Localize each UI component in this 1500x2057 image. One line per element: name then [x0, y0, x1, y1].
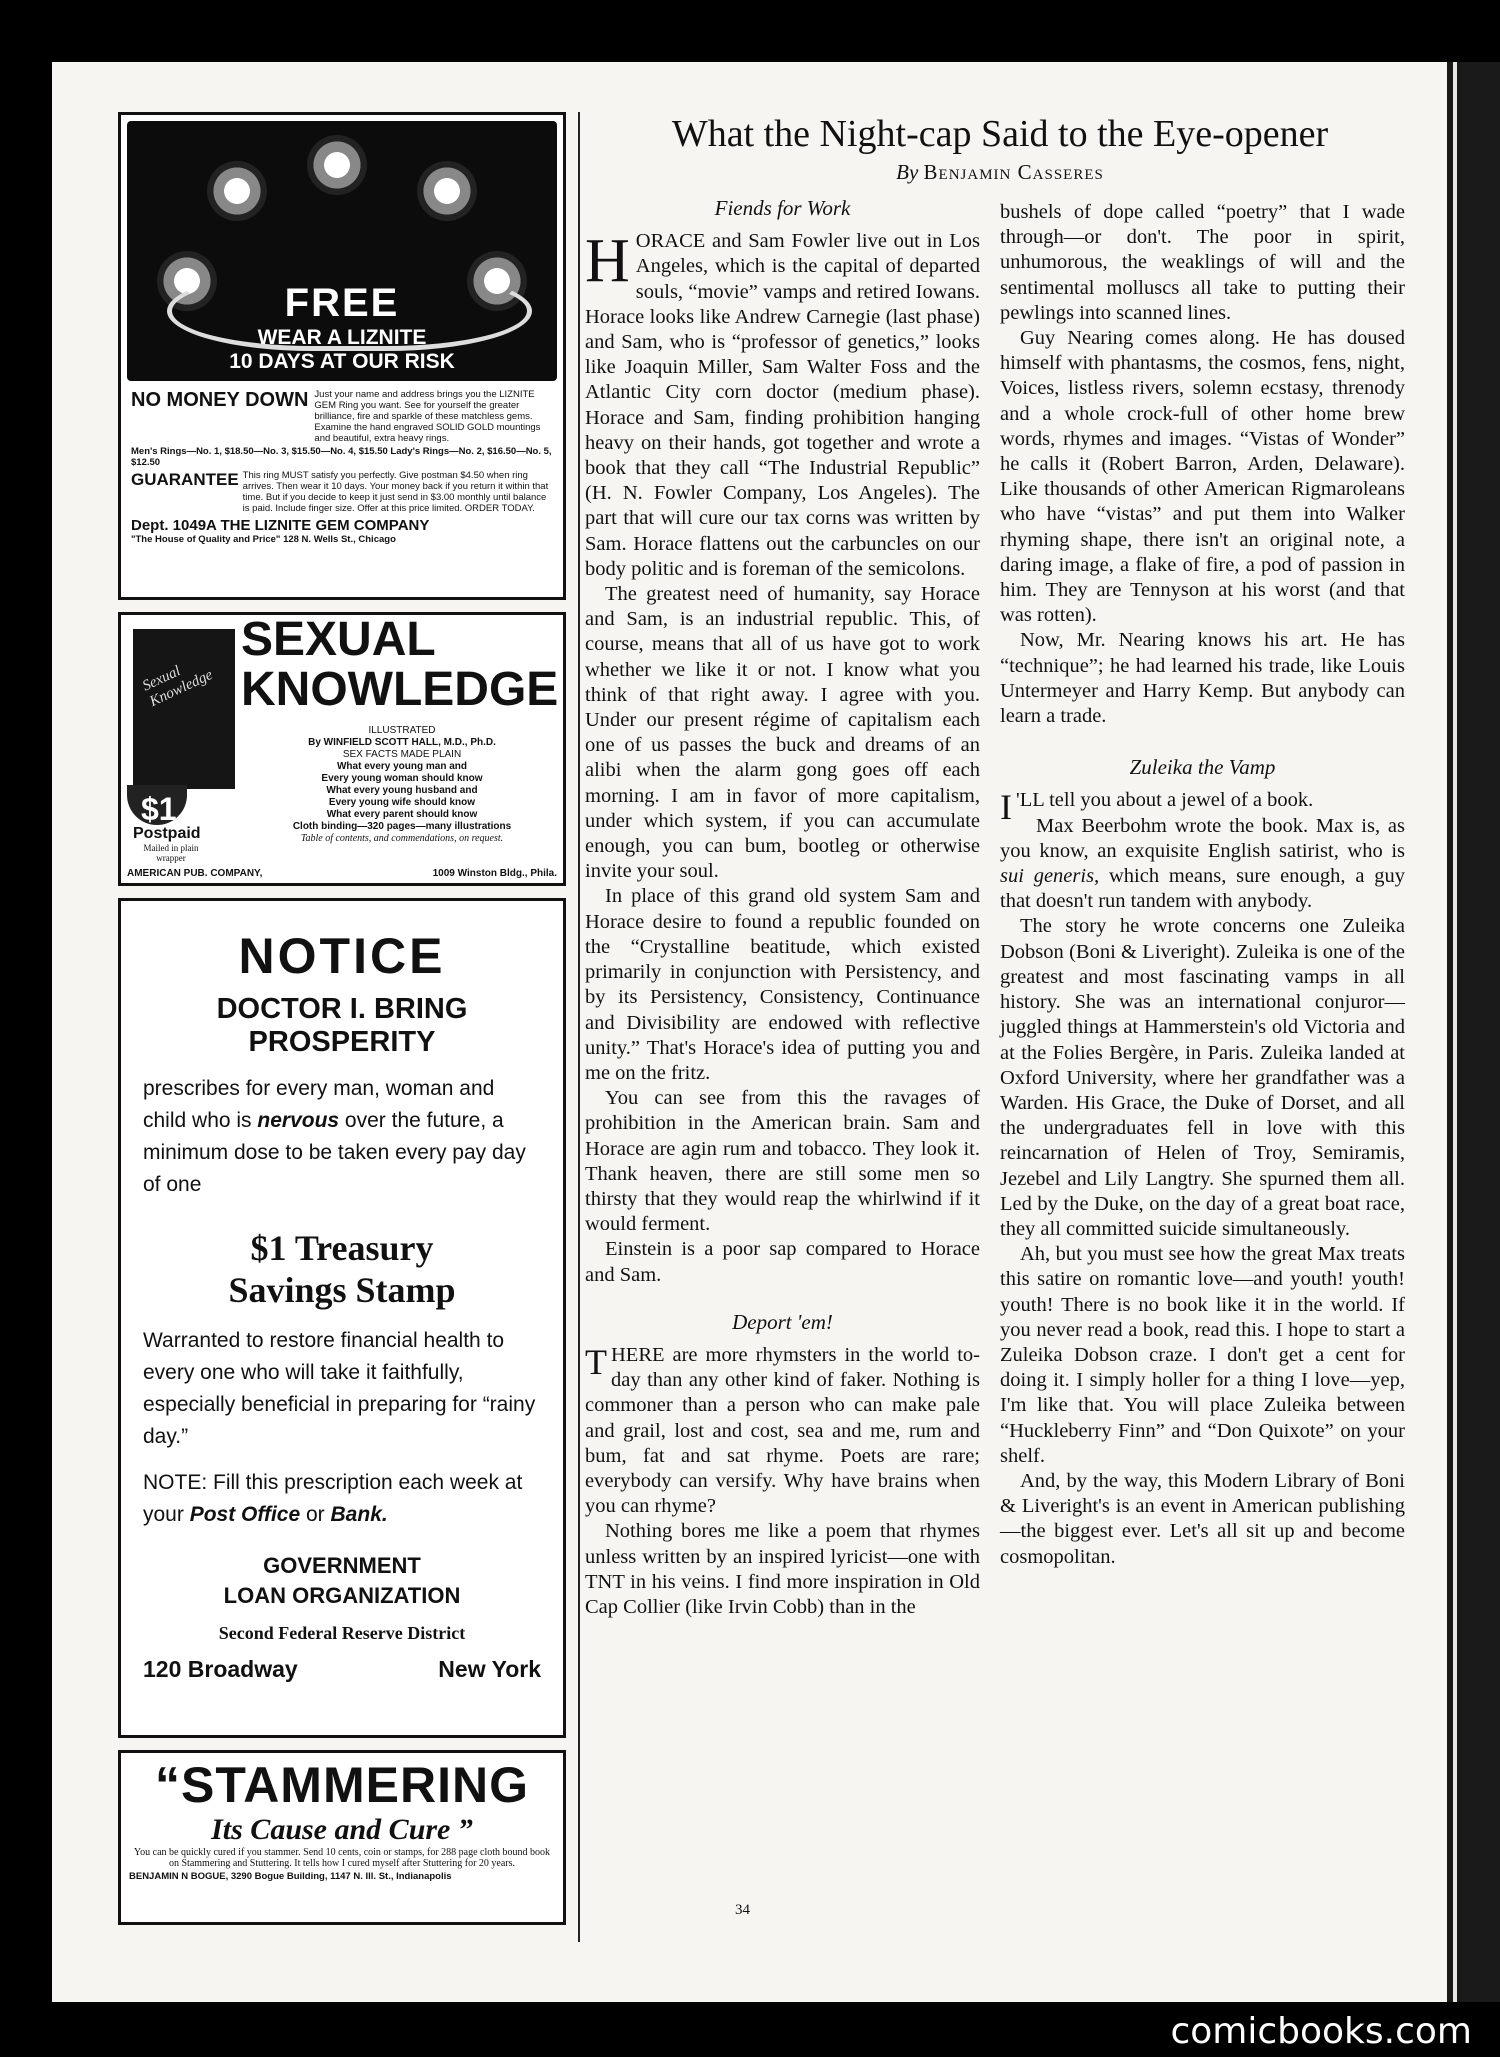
text-run: NOTE: Fill this prescription each week at your — [143, 1471, 523, 1526]
article-paragraph: Nothing bores me like a poem that rhymes unless written by an inspired lyricist—one with TNT in his veins. I find more inspiration in Old Cap Collier (like Irvin Cobb) than in the — [585, 1520, 980, 1618]
article-paragraph: The greatest need of humanity, say Horace and Sam, is an industrial republic. This, of course, means that all of us have got to work whether we like it or not. I know what you think of that right away. I agree with you. Under our present régime of capitalism each one of us passes the buck and dreams of an alibi when the alarm gong goes off each morning. I am in favor of more capitalism, under which system, if you can accumulate enough, you can bum, bootleg or otherwise invite your soul. — [585, 583, 980, 883]
article-paragraph: Einstein is a poor sap compared to Horace and Sam. — [585, 1238, 980, 1286]
section-heading-zuleika: Zuleika the Vamp — [1129, 755, 1276, 780]
page-number: 34 — [735, 1902, 750, 1918]
street-address: 120 Broadway — [143, 1656, 298, 1682]
guarantee-heading: GUARANTEE — [131, 470, 239, 489]
article-paragraph: Now, Mr. Nearing knows his art. He has “technique”; he had learned his trade, like Louis Untermeyer and Harry Kemp. But anybody can learn a trade. — [1000, 629, 1405, 728]
drop-cap: I — [1000, 787, 1012, 828]
section-heading-fiends: Fiends for Work — [714, 196, 851, 220]
book-author: By WINFIELD SCOTT HALL, M.D., Ph.D. — [308, 737, 496, 748]
drop-cap: T — [585, 1341, 607, 1382]
liznite-ring-ad — [118, 112, 566, 600]
ring-prices: Men's Rings—No. 1, $18.50—No. 3, $15.50—No. 4, $15.50 Lady's Rings—No. 2, $16.50—No. 5, $12.50 — [131, 446, 552, 468]
gem-icon — [417, 161, 477, 221]
article-paragraph — [585, 1343, 980, 1519]
advertisement-column — [118, 112, 566, 1925]
savings-stamp-heading — [143, 1227, 541, 1311]
notice-ad — [118, 898, 566, 1738]
desc-line: What every young man and — [336, 761, 468, 772]
notice-note — [143, 1467, 541, 1531]
stamp-line-1: $1 Treasury — [250, 1228, 434, 1268]
days-text: 10 DAYS AT OUR RISK — [229, 350, 455, 373]
text-run: over the future, a minimum dose to be taken every pay day of one — [143, 1109, 526, 1196]
gov-line-1: GOVERNMENT — [263, 1553, 421, 1578]
desc-line: What every parent should know — [326, 809, 478, 820]
doctor-heading: DOCTOR I. BRING PROSPERITY — [216, 993, 468, 1058]
postpaid-label: Postpaid — [133, 825, 201, 842]
title-line-2: KNOWLEDGE — [241, 663, 559, 716]
government-heading — [143, 1551, 541, 1611]
text-run: prescribes for every man, woman and child who is — [143, 1077, 495, 1132]
wear-text: WEAR A LIZNITE — [257, 326, 427, 349]
free-text: FREE — [284, 281, 400, 325]
desc-line: Every young woman should know — [321, 773, 483, 784]
publisher-line — [127, 868, 557, 879]
book-cover-title: Sexual Knowledge — [140, 663, 216, 710]
no-money-block — [131, 389, 553, 444]
desc-line: Cloth binding—320 pages—many illustrations — [292, 821, 512, 832]
sexual-knowledge-title — [241, 615, 558, 715]
section-heading-deport: Deport 'em! — [732, 1309, 833, 1334]
text-run: HERE are more rhymsters in the world to-day than any other kind of faker. Nothing is commoner than a person who can make pale and grail, lost and cost, sea and me, rum and bum, fat and sat rhyme. Poets are rare; everybody can versify. Why have brains when you can rhyme? — [585, 1343, 980, 1518]
emphasis: sui generis, — [1000, 865, 1100, 888]
gem-icon — [207, 161, 267, 221]
illustrated-label: ILLUSTRATED — [368, 725, 436, 736]
stammering-heading: “STAMMERING — [155, 1757, 529, 1813]
book-description — [241, 725, 563, 845]
emphasis: Bank. — [330, 1503, 388, 1526]
stammering-address: BENJAMIN N BOGUE, 3290 Bogue Building, 1147 N. Ill. St., Indianapolis — [129, 1871, 452, 1882]
guarantee-text: This ring MUST satisfy you perfectly. Give postman $4.50 when ring arrives. Then wear it 10 days. Your money back if you return it within that time. But if you decide to keep it just send in $3.00 monthly until balance is paid. Include finger size. Offer at this price limited. ORDER TODAY. — [242, 470, 549, 514]
gov-line-2: LOAN ORGANIZATION — [223, 1583, 461, 1608]
article-paragraph: You can see from this the ravages of prohibition in the American brain. Sam and Horace are agin rum and tobacco. They look it. Thank heaven, there are still some men so thirsty that they would reap the whirlwind if it would ferment. — [585, 1087, 980, 1236]
article-column-2 — [1000, 200, 1405, 1570]
guarantee-block — [131, 470, 553, 514]
text-run: or — [300, 1503, 331, 1526]
watermark: comicbooks.com — [1170, 2011, 1472, 2052]
book-price: $1.00 — [141, 791, 222, 827]
text-run: 'LL tell you about a jewel of a book. — [1016, 789, 1314, 812]
gem-icon — [307, 135, 367, 195]
stammering-subheading: Its Cause and Cure ” — [211, 1813, 473, 1846]
column-divider — [578, 112, 580, 1942]
ring-illustration — [127, 121, 557, 381]
emphasis: Post Office — [189, 1503, 301, 1526]
desc-line: What every young husband and — [326, 785, 478, 796]
emphasis: nervous — [257, 1109, 340, 1132]
publisher-address: 1009 Winston Bldg., Phila. — [432, 868, 557, 879]
notice-paragraph-1 — [143, 1073, 541, 1201]
byline-prefix: By — [896, 160, 919, 184]
desc-line: Table of contents, and commendations, on request. — [300, 833, 504, 844]
text-run: which means, sure enough, a guy that doesn't run tandem with anybody. — [1000, 865, 1405, 913]
article-paragraph: The story he wrote concerns one Zuleika Dobson (Boni & Liveright). Zuleika is one of the greatest and most fascinating vamps in all history. She was an international conjuror—juggled things at Hammerstein's old Victoria and at the Folies Bergère, in Paris. Zuleika landed at Oxford University, where her grandfather was a Warden. His Grace, the Duke of Dorset, and all the undergraduates fell in love with this reincarnation of Helen of Troy, Semiramis, Jezebel and Lily Langtry. She spurned them all. Led by the Duke, on the day of a great boat race, they all committed suicide simultaneously. — [1000, 915, 1405, 1240]
sexual-knowledge-ad — [118, 612, 566, 886]
article-paragraph: bushels of dope called “poetry” that I wade through—or don't. The poor in spirit, unhumorous, the weaklings of will and the sentimental molluscs all take to putting their pewlings into scanned lines. — [1000, 201, 1405, 324]
drop-cap: H — [585, 227, 630, 296]
notice-heading: NOTICE — [238, 928, 446, 984]
article-column-1 — [585, 196, 980, 1620]
article-paragraph: Ah, but you must see how the great Max treats this satire on romantic love—and youth! youth! youth! There is no book like it in the world. If you never read a book, read this. I hope to start a Zuleika Dobson craze. I don't get a cent for doing it. I simply holler for a thing I love—yep, I'm like that. You will place Zuleika between “Huckleberry Finn” and “Don Quixote” on your shelf. — [1000, 1243, 1405, 1467]
free-banner — [127, 281, 557, 374]
liznite-company-address: "The House of Quality and Price" 128 N. Wells St., Chicago — [131, 534, 396, 545]
notice-paragraph-2: Warranted to restore financial health to every one who will take it faithfully, especially beneficial in preparing for “rainy day.” — [143, 1329, 536, 1448]
article-paragraph: And, by the way, this Modern Library of Boni & Liveright's is an event in American publishing—the biggest ever. Let's all sit up and become cosmopolitan. — [1000, 1469, 1405, 1568]
no-money-heading: NO MONEY DOWN — [131, 389, 309, 411]
reserve-district: Second Federal Reserve District — [218, 1623, 466, 1643]
liznite-company: Dept. 1049A THE LIZNITE GEM COMPANY — [131, 517, 430, 534]
text-run: ORACE and Sam Fowler live out in Los Angeles, which is the capital of departed souls, “movie” vamps and retired Iowans. Horace looks like Andrew Carnegie (last phase) and Sam, who is “professor of genetics,” looks like Joaquin Miller, Sam Walter Foss and the Atlantic City corn doctor (medium phase). Horace and Sam, finding prohibition hanging heavy on their hands, got together and wrote a book that they call “The Industrial Republic” (H. N. Fowler Company, Los Angeles). The part that will cure our tax corns was written by Sam. Horace flattens out the carbuncles on our body politic and is foreman of the semicolons. — [585, 230, 980, 580]
article-paragraph: In place of this grand old system Sam and Horace desire to found a republic founded on the “Crystalline beatitude, which existed primarily in conjunction with Persistency, and by its Persistency, Consistency, Continuance and Divisibility are endowed with reflective unity.” That's Horace's idea of putting you and me on the fritz. — [585, 885, 980, 1084]
article-title: What the Night-cap Said to the Eye-opener — [671, 113, 1329, 155]
article-byline — [595, 160, 1405, 185]
stammering-ad — [118, 1750, 566, 1925]
publisher-name: AMERICAN PUB. COMPANY, — [127, 868, 263, 879]
stamp-line-2: Savings Stamp — [228, 1270, 456, 1310]
no-money-text: Just your name and address brings you the LIZNITE GEM Ring you want. See for yourself the greater brilliance, fire and sparkle of these matchless gems. Examine the hand engraved SOLID GOLD mountings and beautiful, extra heavy rings. — [314, 389, 541, 444]
article-paragraph — [585, 229, 980, 582]
article-paragraph — [1000, 787, 1405, 828]
sex-facts-line: SEX FACTS MADE PLAIN — [342, 749, 462, 760]
city: New York — [438, 1656, 541, 1682]
mailed-note: Mailed in plain wrapper — [143, 843, 199, 863]
text-run: Max Beerbohm wrote the book. Max is, as you know, an exquisite English satirist, who is — [1000, 814, 1405, 862]
article-paragraph — [1000, 814, 1405, 915]
title-line-1: SEXUAL — [241, 613, 436, 666]
notice-address — [143, 1656, 541, 1683]
article-paragraph: Guy Nearing comes along. He has doused himself with phantasms, the cosmos, fens, night, Voices, listless rivers, solemn ecstasy, threnody and a whole crock-full of other home brew words, rhymes and images. “Vistas of Wonder” he calls it (Robert Barron, Arden, Delaware). Like thousands of other American Rigmaroleans who have “vistas” and put them into Walker rhyming shape, there isn't an original note, a daring image, a flake of fire, a pod of passion in him. They are Tennyson at his worst (and that was rotten). — [1000, 327, 1405, 627]
stammering-text: You can be quickly cured if you stammer. Send 10 cents, coin or stamps, for 288 page cloth bound book on Stammering and Stuttering. It tells how I cured myself after Stuttering for 20 years. — [133, 1847, 551, 1869]
facing-page-edge — [1447, 62, 1500, 2002]
ring-ad-text — [131, 389, 553, 545]
book-illustration — [133, 629, 235, 789]
desc-line: Every young wife should know — [328, 797, 476, 808]
byline-author: Benjamin Casseres — [923, 160, 1104, 184]
